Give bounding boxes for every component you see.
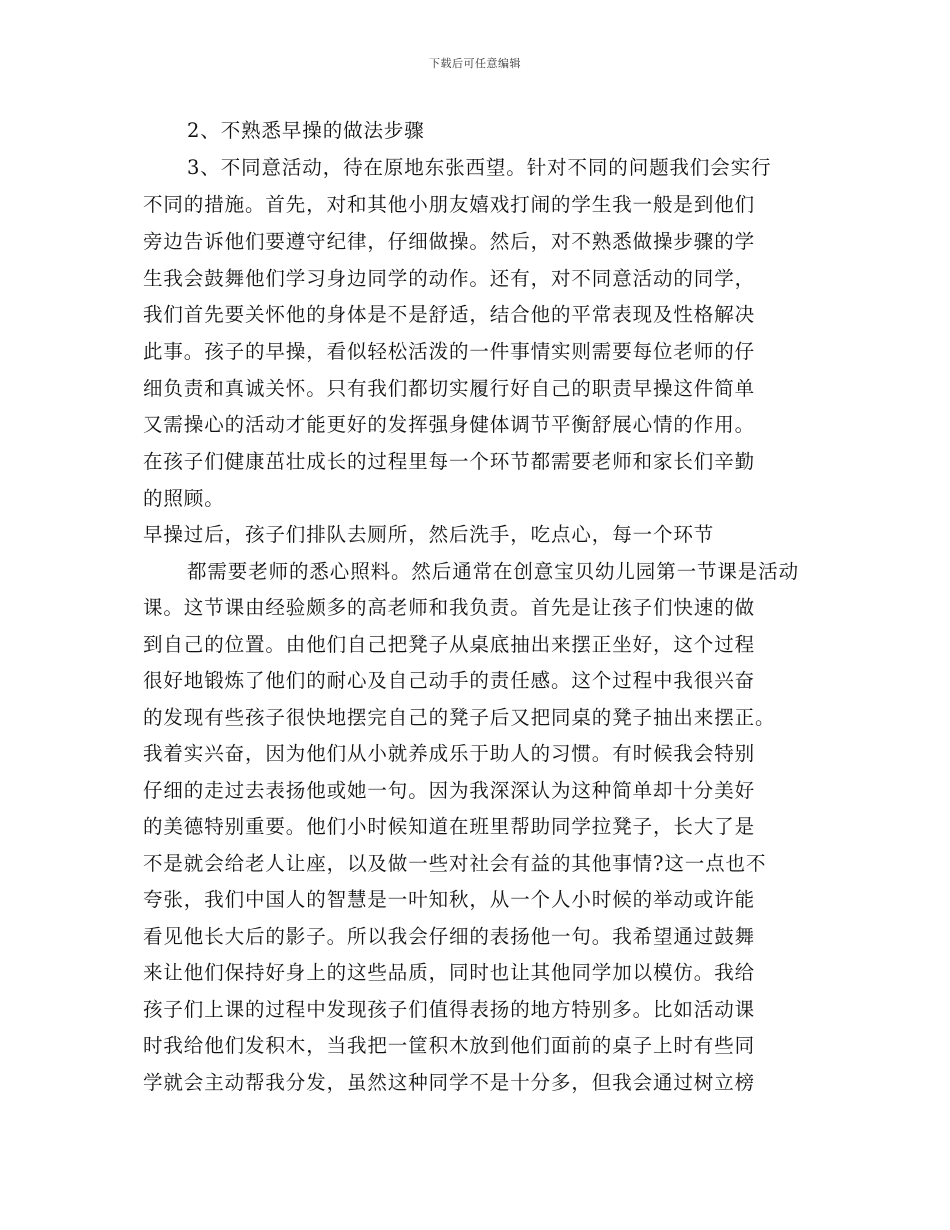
- text-line: 的发现有些孩子很快地摆完自己的凳子后又把同桌的凳子抽出来摆正。: [143, 706, 776, 729]
- text-line: 很好地锻炼了他们的耐心及自己动手的责任感。这个过程中我很兴奋: [143, 669, 756, 692]
- text-line: 我着实兴奋，因为他们从小就养成乐于助人的习惯。有时候我会特别: [143, 742, 756, 765]
- page-header: 下载后可任意编辑: [429, 57, 521, 70]
- text-line: 此事。孩子的早操，看似轻松活泼的一件事情实则需要每位老师的仔: [143, 340, 756, 363]
- text-line: 到自己的位置。由他们自己把凳子从桌底抽出来摆正坐好，这个过程: [143, 633, 756, 656]
- text-line: 来让他们保持好身上的这些品质，同时也让其他同学加以模仿。我给: [143, 961, 756, 984]
- text-line: 孩子们上课的过程中发现孩子们值得表扬的地方特别多。比如活动课: [143, 998, 756, 1021]
- text-line: 学就会主动帮我分发，虽然这种同学不是十分多，但我会通过树立榜: [143, 1071, 756, 1094]
- text-line: 在孩子们健康茁壮成长的过程里每一个环节都需要老师和家长们辛勤: [143, 450, 756, 473]
- text-line: 夸张，我们中国人的智慧是一叶知秋，从一个人小时候的举动或许能: [143, 888, 756, 911]
- text-line: 课。这节课由经验颇多的高老师和我负责。首先是让孩子们快速的做: [143, 596, 756, 619]
- text-line: 不同的措施。首先，对和其他小朋友嬉戏打闹的学生我一般是到他们: [143, 193, 756, 216]
- text-line: 3、不同意活动，待在原地东张西望。针对不同的问题我们会实行: [187, 156, 772, 179]
- text-line: 2、不熟悉早操的做法步骤: [187, 119, 425, 142]
- text-line: 早操过后，孩子们排队去厕所，然后洗手，吃点心，每一个环节: [143, 523, 715, 546]
- text-line: 细负责和真诚关怀。只有我们都切实履行好自己的职责早操这件简单: [143, 377, 756, 400]
- text-line: 仔细的走过去表扬他或她一句。因为我深深认为这种简单却十分美好: [143, 779, 756, 802]
- text-line: 我们首先要关怀他的身体是不是舒适，结合他的平常表现及性格解决: [143, 303, 756, 326]
- text-line: 看见他长大后的影子。所以我会仔细的表扬他一句。我希望通过鼓舞: [143, 925, 756, 948]
- text-line: 又需操心的活动才能更好的发挥强身健体调节平衡舒展心情的作用。: [143, 413, 756, 436]
- text-line: 都需要老师的悉心照料。然后通常在创意宝贝幼儿园第一节课是活动: [187, 560, 800, 583]
- text-line: 旁边告诉他们要遵守纪律，仔细做操。然后，对不熟悉做操步骤的学: [143, 230, 756, 253]
- text-line: 时我给他们发积木，当我把一筐积木放到他们面前的桌子上时有些同: [143, 1034, 756, 1057]
- text-line: 的照顾。: [143, 487, 225, 510]
- text-line: 不是就会给老人让座，以及做一些对社会有益的其他事情?这一点也不: [143, 852, 767, 875]
- text-line: 的美德特别重要。他们小时候知道在班里帮助同学拉凳子，长大了是: [143, 815, 756, 838]
- text-line: 生我会鼓舞他们学习身边同学的动作。还有，对不同意活动的同学，: [143, 267, 756, 290]
